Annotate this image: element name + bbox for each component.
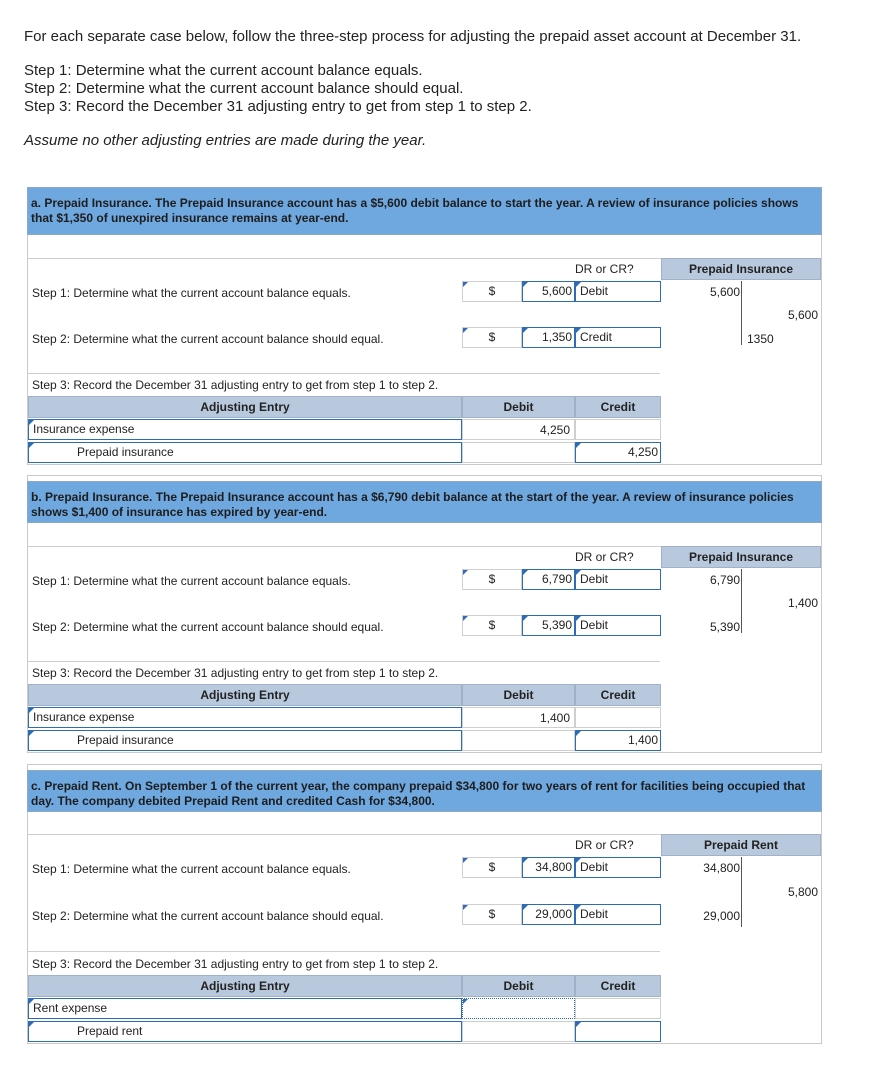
case-a-step1-amount-input[interactable]: 5,600 (522, 281, 575, 302)
case-b-step1-dollar[interactable]: $ (462, 569, 522, 590)
case-c-entry1-credit[interactable] (575, 998, 661, 1019)
case-a-adjusting-entry-header: Adjusting Entry (28, 396, 462, 418)
case-a-credit-header: Credit (575, 396, 661, 418)
case-c-entry1-account-select[interactable]: Rent expense (28, 998, 462, 1019)
case-a-entry1-debit[interactable]: 4,250 (462, 419, 575, 440)
case-c-adjusting-entry-header: Adjusting Entry (28, 975, 462, 997)
case-a-step1-label: Step 1: Determine what the current account balance equals. (32, 286, 351, 300)
case-b-step2-label: Step 2: Determine what the current account balance should equal. (32, 620, 384, 634)
case-b-step1-drcr-select[interactable]: Debit (575, 569, 661, 590)
case-c-step2-amount-input[interactable]: 29,000 (522, 904, 575, 925)
case-b-entry1-debit[interactable]: 1,400 (462, 707, 575, 728)
case-a-step2-amount-input[interactable]: 1,350 (522, 327, 575, 348)
instructions (24, 28, 854, 150)
case-a-t-right-2: 1350 (747, 332, 774, 346)
case-c-step2-dollar[interactable]: $ (462, 904, 522, 925)
case-b-entry1-credit[interactable] (575, 707, 661, 728)
case-c-dr-or-cr-header: DR or CR? (575, 838, 634, 852)
case-c-step1-amount-input[interactable]: 34,800 (522, 857, 575, 878)
case-a-entry2-credit-input[interactable]: 4,250 (575, 442, 661, 463)
case-a-step2-dollar[interactable]: $ (462, 327, 522, 348)
case-c-entry2-credit-input[interactable] (575, 1021, 661, 1042)
case-a-dr-or-cr-header: DR or CR? (575, 262, 634, 276)
case-a-step1-dollar[interactable]: $ (462, 281, 522, 302)
case-c-step3-label: Step 3: Record the December 31 adjusting entry to get from step 1 to step 2. (32, 957, 439, 971)
case-c-step1-drcr-select[interactable]: Debit (575, 857, 661, 878)
case-b-step2-amount-input[interactable]: 5,390 (522, 615, 575, 636)
instructions-line: For each separate case below, follow the three-step process for adjusting the prepaid asset account at December 31. (24, 28, 802, 45)
case-b-step2-drcr-select[interactable]: Debit (575, 615, 661, 636)
case-a-entry1-credit[interactable] (575, 419, 661, 440)
case-c-step1-label: Step 1: Determine what the current account balance equals. (32, 862, 351, 876)
case-c-entry2-debit[interactable] (462, 1021, 575, 1042)
case-a-banner: a. Prepaid Insurance. The Prepaid Insurance account has a $5,600 debit balance to start the year. A review of insurance policies shows that $1,350 of unexpired insurance remains at year-end. (27, 187, 822, 235)
instructions-step3: Step 3: Record the December 31 adjusting entry to get from step 1 to step 2. (24, 98, 532, 115)
instructions-assumption: Assume no other adjusting entries are made during the year. (24, 132, 427, 149)
case-c-banner: c. Prepaid Rent. On September 1 of the current year, the company prepaid $34,800 for two years of rent for facilities being occupied that day. The company debited Prepaid Rent and credited Cash for $34,800. (27, 770, 822, 812)
case-c-t-right-1: 5,800 (787, 885, 818, 899)
case-a-t-left-1: 5,600 (709, 285, 740, 299)
case-a-entry1-account-select[interactable]: Insurance expense (28, 419, 462, 440)
case-c-debit-header: Debit (462, 975, 575, 997)
case-c-step2-drcr-select[interactable]: Debit (575, 904, 661, 925)
case-a-t-account-title: Prepaid Insurance (661, 258, 821, 280)
case-a-step3-label: Step 3: Record the December 31 adjusting entry to get from step 1 to step 2. (32, 378, 439, 392)
case-b-step1-label: Step 1: Determine what the current account balance equals. (32, 574, 351, 588)
case-c-step2-label: Step 2: Determine what the current account balance should equal. (32, 909, 384, 923)
case-a-step1-drcr-select[interactable]: Debit (575, 281, 661, 302)
case-c-t-left-2: 29,000 (703, 909, 740, 923)
case-a-t-right-1: 5,600 (787, 308, 818, 322)
instructions-step1: Step 1: Determine what the current account balance equals. (24, 62, 423, 79)
case-b-t-account-title: Prepaid Insurance (661, 546, 821, 568)
case-a-entry2-account-select[interactable]: Prepaid insurance (28, 442, 462, 463)
case-c-t-account-title: Prepaid Rent (661, 834, 821, 856)
case-c-step1-dollar[interactable]: $ (462, 857, 522, 878)
case-b-adjusting-entry-header: Adjusting Entry (28, 684, 462, 706)
case-b-debit-header: Debit (462, 684, 575, 706)
instructions-step2: Step 2: Determine what the current account balance should equal. (24, 80, 464, 97)
case-b-t-right-1: 1,400 (787, 596, 818, 610)
case-c-credit-header: Credit (575, 975, 661, 997)
case-b-entry2-credit-input[interactable]: 1,400 (575, 730, 661, 751)
case-b-banner: b. Prepaid Insurance. The Prepaid Insurance account has a $6,790 debit balance at the start of the year. A review of insurance policies shows $1,400 of insurance has expired by year-end. (27, 481, 822, 523)
case-a-step2-label: Step 2: Determine what the current account balance should equal. (32, 332, 384, 346)
case-b-t-left-2: 5,390 (709, 620, 740, 634)
case-a-step2-drcr-select[interactable]: Credit (575, 327, 661, 348)
case-c-entry2-account-select[interactable]: Prepaid rent (28, 1021, 462, 1042)
case-a-entry2-debit[interactable] (462, 442, 575, 463)
case-b-t-left-1: 6,790 (709, 573, 740, 587)
case-b-entry1-account-select[interactable]: Insurance expense (28, 707, 462, 728)
case-b-step3-label: Step 3: Record the December 31 adjusting entry to get from step 1 to step 2. (32, 666, 439, 680)
case-b-dr-or-cr-header: DR or CR? (575, 550, 634, 564)
case-b-credit-header: Credit (575, 684, 661, 706)
case-a-debit-header: Debit (462, 396, 575, 418)
case-c-entry1-debit-input[interactable] (462, 998, 575, 1019)
case-c-t-left-1: 34,800 (703, 861, 740, 875)
case-b-entry2-debit[interactable] (462, 730, 575, 751)
case-b-step2-dollar[interactable]: $ (462, 615, 522, 636)
case-b-entry2-account-select[interactable]: Prepaid insurance (28, 730, 462, 751)
case-b-step1-amount-input[interactable]: 6,790 (522, 569, 575, 590)
